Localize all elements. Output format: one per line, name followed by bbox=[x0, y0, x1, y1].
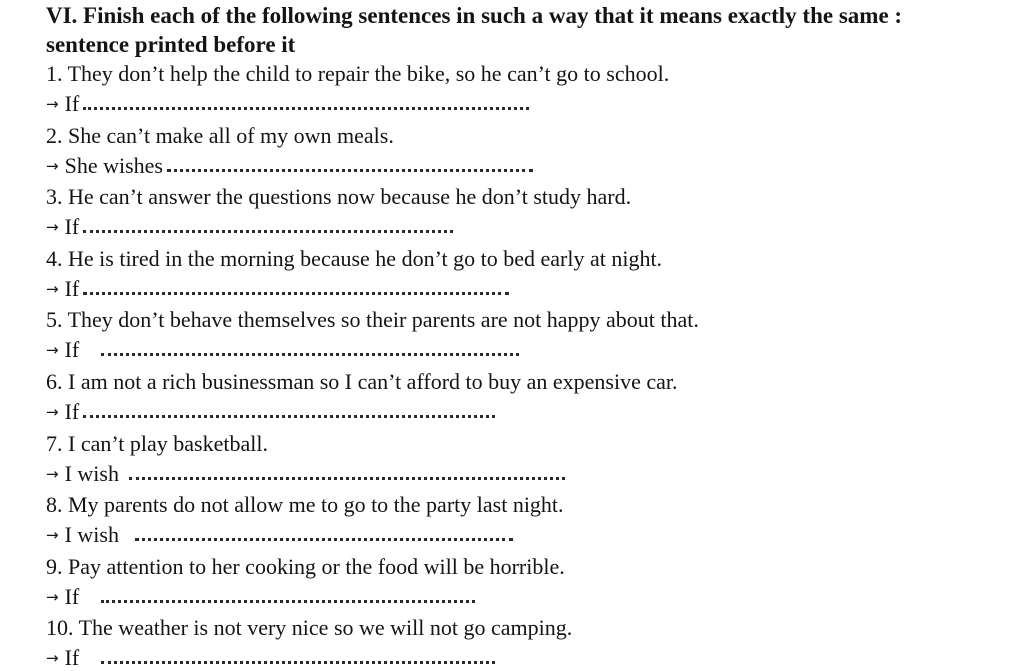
exercise-item-6 bbox=[46, 368, 1006, 430]
arrow-icon: → bbox=[46, 156, 59, 175]
item-prompt: 1. They don’t help the child to repair the bike, so he can’t go to school. bbox=[46, 61, 670, 86]
item-prompt: 4. He is tired in the morning because he don’t go to bed early at night. bbox=[46, 245, 663, 271]
exercise-item-2 bbox=[46, 122, 1006, 184]
answer-blank[interactable] bbox=[101, 349, 519, 356]
exercise-item-7 bbox=[46, 430, 1006, 492]
answer-row bbox=[46, 583, 1006, 614]
item-prompt: 5. They don’t behave themselves so their parents are not happy about that. bbox=[46, 307, 699, 333]
item-prompt: 10. The weather is not very nice so we will not go camping. bbox=[46, 615, 573, 641]
answer-blank[interactable] bbox=[129, 473, 565, 480]
exercise-item-5 bbox=[46, 306, 1006, 368]
arrow-icon: → bbox=[46, 95, 59, 113]
answer-blank[interactable] bbox=[101, 596, 475, 603]
answer-lead: I wish bbox=[64, 460, 119, 486]
exercise-item-9 bbox=[46, 553, 1006, 615]
item-prompt: 9. Pay attention to her cooking or the food will be horrible. bbox=[46, 553, 565, 579]
arrow-icon: → bbox=[46, 464, 59, 483]
answer-lead: If bbox=[64, 583, 80, 609]
arrow-icon: → bbox=[46, 218, 59, 237]
answer-lead: If bbox=[64, 337, 80, 363]
item-prompt: 3. He can’t answer the questions now because he don’t study hard. bbox=[46, 184, 632, 210]
answer-blank[interactable] bbox=[101, 657, 495, 664]
answer-row bbox=[46, 90, 1006, 121]
answer-row bbox=[46, 644, 1006, 671]
answer-row bbox=[46, 336, 1006, 367]
answer-row bbox=[46, 213, 1006, 244]
item-prompt: 6. I am not a rich businessman so I can’t afford to buy an expensive car. bbox=[46, 368, 678, 394]
arrow-icon: → bbox=[46, 587, 59, 606]
exercise-item-8 bbox=[46, 491, 1006, 553]
answer-blank[interactable] bbox=[135, 534, 513, 541]
arrow-icon: → bbox=[46, 402, 59, 421]
answer-lead: If bbox=[64, 398, 80, 424]
arrow-icon: → bbox=[46, 279, 59, 298]
answer-row bbox=[46, 275, 1006, 306]
arrow-icon: → bbox=[46, 341, 59, 360]
answer-lead: If bbox=[64, 275, 80, 301]
item-prompt: 7. I can’t play basketball. bbox=[46, 430, 268, 456]
item-prompt: 8. My parents do not allow me to go to the party last night. bbox=[46, 492, 564, 518]
answer-row bbox=[46, 460, 1006, 491]
answer-blank[interactable] bbox=[83, 103, 529, 110]
answer-row bbox=[46, 152, 1006, 183]
answer-lead: If bbox=[64, 214, 80, 240]
answer-lead: If bbox=[64, 91, 80, 116]
answer-blank[interactable] bbox=[83, 411, 495, 418]
heading-line-2: sentence printed before it bbox=[46, 32, 296, 57]
answer-lead: I wish bbox=[64, 522, 119, 548]
exercise-item-1 bbox=[46, 60, 1006, 122]
exercise-item-3 bbox=[46, 183, 1006, 245]
answer-row bbox=[46, 521, 1006, 552]
exercise-item-4 bbox=[46, 245, 1006, 307]
answer-blank[interactable] bbox=[83, 288, 509, 295]
answer-lead: If bbox=[64, 645, 80, 671]
answer-row bbox=[46, 398, 1006, 429]
exercise-list bbox=[46, 60, 1006, 671]
heading-line-1: VI. Finish each of the following sentences in such a way that it means exactly the same : bbox=[46, 3, 903, 28]
answer-blank[interactable] bbox=[167, 165, 533, 172]
answer-blank[interactable] bbox=[83, 226, 453, 233]
item-prompt: 2. She can’t make all of my own meals. bbox=[46, 122, 394, 148]
answer-lead: She wishes bbox=[64, 152, 163, 178]
arrow-icon: → bbox=[46, 649, 59, 668]
exercise-item-10 bbox=[46, 614, 1006, 671]
arrow-icon: → bbox=[46, 526, 59, 545]
exercise-heading bbox=[46, 1, 1024, 59]
